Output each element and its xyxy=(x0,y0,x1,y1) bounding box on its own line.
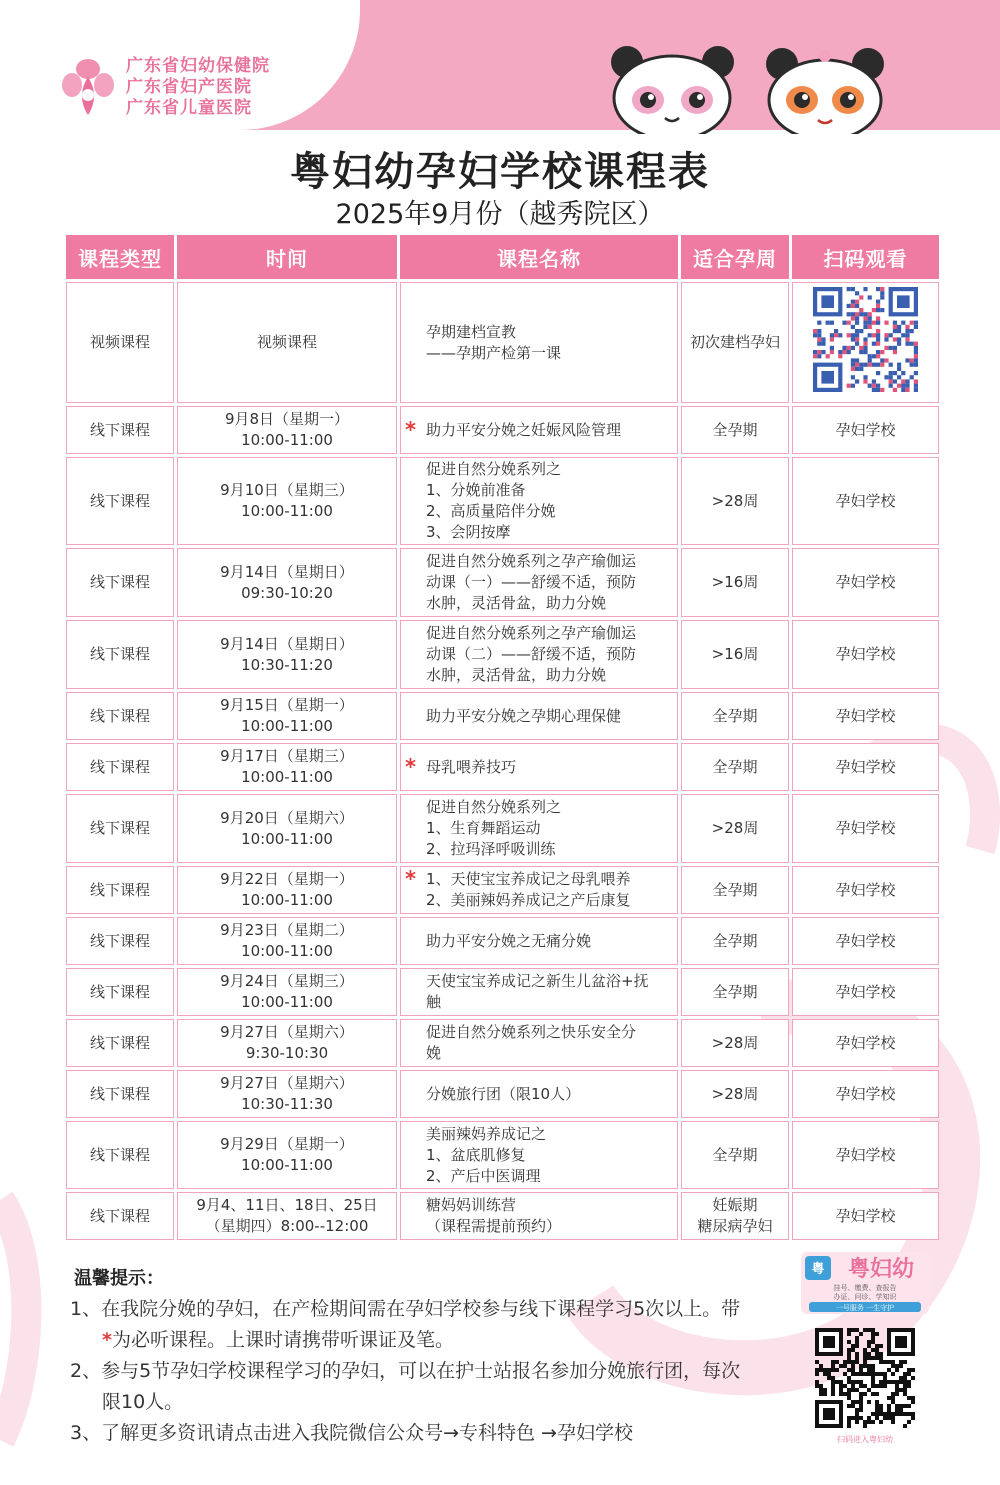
cell-weeks xyxy=(681,620,789,689)
cell-time-text: 9月4、11日、18日、25日 （星期四）8:00--12:00 xyxy=(196,1196,378,1235)
cell-watch-text: 孕妇学校 xyxy=(835,757,896,776)
cell-weeks xyxy=(681,866,789,914)
cell-course-type xyxy=(66,794,174,863)
cell-time-text: 9月22日（星期一） 10:00-11:00 xyxy=(220,870,354,909)
video-qr-code-icon[interactable] xyxy=(813,287,918,392)
cell-course-name xyxy=(400,1019,678,1067)
hospital-emblem-icon xyxy=(58,55,118,119)
cell-watch-text: 孕妇学校 xyxy=(835,1033,896,1052)
table-row xyxy=(66,1019,939,1067)
cell-course-type xyxy=(66,1192,174,1240)
cell-time xyxy=(177,282,397,403)
cell-time-text: 9月29日（星期一） 10:00-11:00 xyxy=(220,1135,354,1174)
cell-course-type-text: 线下课程 xyxy=(89,757,150,776)
required-star-icon: * xyxy=(102,1329,112,1351)
cell-weeks xyxy=(681,1192,789,1240)
cell-time-text: 9月15日（星期一） 10:00-11:00 xyxy=(220,696,354,735)
cell-time-text: 9月23日（星期二） 10:00-11:00 xyxy=(220,921,354,960)
cell-course-name-text: 助力平安分娩之妊娠风险管理 xyxy=(426,420,622,439)
cell-course-type-text: 视频课程 xyxy=(89,333,150,351)
cell-time-text: 9月20日（星期六） 10:00-11:00 xyxy=(220,808,354,848)
cell-course-type-text: 线下课程 xyxy=(89,880,150,899)
table-row xyxy=(66,743,939,791)
cell-time-text: 9月24日（星期三） 10:00-11:00 xyxy=(220,972,354,1011)
cell-weeks-text: >16周 xyxy=(711,645,759,663)
cell-course-name-text: 促进自然分娩系列之 1、分娩前准备 2、高质量陪伴分娩 3、会阴按摩 xyxy=(426,460,562,541)
cell-course-name-text: 天使宝宝养成记之新生儿盆浴+抚 触 xyxy=(426,972,649,1011)
cell-course-name xyxy=(400,794,678,863)
cell-watch xyxy=(792,457,939,545)
cell-weeks xyxy=(681,692,789,740)
column-header-time: 时间 xyxy=(177,235,397,279)
cell-course-name-text: 分娩旅行团（限10人） xyxy=(426,1084,581,1103)
table-row xyxy=(66,866,939,914)
table-row xyxy=(66,1192,939,1240)
cell-course-name-text: 1、天使宝宝养成记之母乳喂养 2、美丽辣妈养成记之产后康复 xyxy=(426,870,631,909)
cell-course-type-text: 线下课程 xyxy=(89,1084,150,1103)
required-star-icon: * xyxy=(405,867,416,891)
cell-course-name xyxy=(400,457,678,545)
cell-course-name xyxy=(400,917,678,965)
cell-course-name xyxy=(400,1121,678,1189)
cell-course-name xyxy=(400,282,678,403)
cell-course-name-text: 促进自然分娩系列之快乐安全分 娩 xyxy=(426,1023,637,1062)
cell-watch-text: 孕妇学校 xyxy=(835,819,896,837)
promo-line-1: 挂号、缴费、查报告 xyxy=(833,1284,897,1292)
cell-time-text: 9月14日（星期日） 10:30-11:20 xyxy=(220,634,354,674)
cell-course-name-text: 促进自然分娩系列之 1、生育舞蹈运动 2、拉玛泽呼吸训练 xyxy=(426,798,562,858)
panda-mascot-orange-icon xyxy=(760,42,890,134)
cell-time xyxy=(177,692,397,740)
cell-weeks-text: 初次建档孕妇 xyxy=(689,333,780,351)
cell-course-type xyxy=(66,548,174,617)
hospital-logo xyxy=(58,55,270,119)
cell-course-type xyxy=(66,692,174,740)
cell-time-text: 9月10日（星期三） 10:00-11:00 xyxy=(220,481,354,520)
cell-course-type-text: 线下课程 xyxy=(89,1145,150,1164)
cell-weeks xyxy=(681,282,789,403)
cell-watch xyxy=(792,1070,939,1118)
cell-watch-text: 孕妇学校 xyxy=(835,706,896,725)
tips-title: 温馨提示： xyxy=(74,1268,164,1289)
tip-text: 1、在我院分娩的孕妇，在产检期间需在孕妇学校参与线下课程学习5次以上。带 xyxy=(70,1298,741,1320)
cell-weeks-text: 全孕期 xyxy=(712,931,758,950)
column-header-course: 课程名称 xyxy=(400,235,678,279)
cell-course-type-text: 线下课程 xyxy=(89,645,150,663)
cell-time xyxy=(177,1192,397,1240)
cell-watch xyxy=(792,968,939,1016)
cell-watch-text: 孕妇学校 xyxy=(835,931,896,950)
hospital-name-3: 广东省儿童医院 xyxy=(126,97,252,118)
cell-weeks xyxy=(681,1019,789,1067)
cell-watch xyxy=(792,866,939,914)
cell-course-type xyxy=(66,968,174,1016)
table-row xyxy=(66,1070,939,1118)
cell-watch-text: 孕妇学校 xyxy=(835,880,896,899)
cell-watch-text: 孕妇学校 xyxy=(835,1084,896,1103)
cell-course-name xyxy=(400,548,678,617)
cell-course-name xyxy=(400,1192,678,1240)
cell-course-type-text: 线下课程 xyxy=(89,1033,150,1052)
promo-brand-mark: 粤 xyxy=(811,1262,825,1277)
cell-watch xyxy=(792,1121,939,1189)
cell-weeks-text: >16周 xyxy=(711,573,759,591)
promo-line-2: 办证、问诊、学知识 xyxy=(833,1293,897,1301)
cell-time xyxy=(177,866,397,914)
cell-time xyxy=(177,457,397,545)
cell-course-type xyxy=(66,866,174,914)
wechat-qr-code-icon[interactable] xyxy=(815,1328,915,1428)
hospital-name-1: 广东省妇幼保健院 xyxy=(126,55,270,76)
cell-weeks xyxy=(681,968,789,1016)
cell-course-name xyxy=(400,968,678,1016)
cell-weeks xyxy=(681,1070,789,1118)
cell-time xyxy=(177,794,397,863)
cell-weeks-text: 全孕期 xyxy=(712,1145,758,1164)
cell-course-name xyxy=(400,620,678,689)
cell-watch-text: 孕妇学校 xyxy=(835,1145,896,1164)
cell-watch xyxy=(792,743,939,791)
promo-brand: 粤妇幼 xyxy=(847,1257,915,1282)
cell-weeks-text: 全孕期 xyxy=(712,880,758,899)
cell-watch xyxy=(792,620,939,689)
tip-item-1 xyxy=(70,1294,750,1356)
cell-course-name-text: 母乳喂养技巧 xyxy=(426,757,517,776)
cell-course-type-text: 线下课程 xyxy=(89,982,150,1001)
table-row xyxy=(66,1121,939,1189)
promo-line-3: 一号服务 一生守护 xyxy=(835,1304,895,1312)
cell-watch-text: 孕妇学校 xyxy=(835,420,896,439)
table-row xyxy=(66,282,939,403)
cell-weeks-text: 全孕期 xyxy=(712,706,758,725)
table-row xyxy=(66,917,939,965)
cell-course-name xyxy=(400,743,678,791)
cell-watch-text: 孕妇学校 xyxy=(835,573,896,591)
table-row xyxy=(66,406,939,454)
cell-course-name-text: 促进自然分娩系列之孕产瑜伽运 动课（二）——舒缓不适，预防 水肿，灵活骨盆，助力分娩 xyxy=(426,624,637,684)
cell-course-name-text: 糖妈妈训练营 （课程需提前预约） xyxy=(426,1196,562,1235)
wechat-promo xyxy=(795,1248,935,1445)
cell-watch xyxy=(792,1019,939,1067)
cell-weeks xyxy=(681,794,789,863)
cell-weeks xyxy=(681,548,789,617)
cell-weeks-text: >28周 xyxy=(711,819,759,837)
cell-course-type-text: 线下课程 xyxy=(89,706,150,725)
page-subtitle: 2025年9月份（越秀院区） xyxy=(335,199,665,230)
table-row xyxy=(66,457,939,545)
cell-weeks-text: 妊娠期 糖尿病孕妇 xyxy=(697,1196,773,1235)
cell-time xyxy=(177,917,397,965)
cell-weeks-text: 全孕期 xyxy=(712,982,758,1001)
cell-course-name-text: 美丽辣妈养成记之 1、盆底肌修复 2、产后中医调理 xyxy=(426,1124,547,1185)
cell-time-text: 9月14日（星期日） 09:30-10:20 xyxy=(220,562,354,602)
cell-weeks xyxy=(681,406,789,454)
cell-time-text: 9月27日（星期六） 9:30-10:30 xyxy=(220,1023,354,1062)
cell-course-name-text: 助力平安分娩之无痛分娩 xyxy=(426,931,592,950)
page-title: 粤妇幼孕妇学校课程表 xyxy=(290,149,710,195)
cell-course-type xyxy=(66,1121,174,1189)
cell-time xyxy=(177,1121,397,1189)
cell-weeks xyxy=(681,1121,789,1189)
cell-watch xyxy=(792,794,939,863)
cell-time xyxy=(177,1019,397,1067)
cell-time xyxy=(177,548,397,617)
cell-weeks-text: >28周 xyxy=(711,1084,759,1103)
cell-weeks-text: 全孕期 xyxy=(712,757,758,776)
cell-course-name-text: 促进自然分娩系列之孕产瑜伽运 动课（一）——舒缓不适，预防 水肿，灵活骨盆，助力分娩 xyxy=(426,552,637,612)
table-row xyxy=(66,692,939,740)
promo-caption: 扫码进入粤妇幼 xyxy=(837,1435,893,1444)
cell-course-name xyxy=(400,406,678,454)
cell-time-text: 9月17日（星期三） 10:00-11:00 xyxy=(220,747,354,786)
cell-course-name-text: 助力平安分娩之孕期心理保健 xyxy=(426,706,622,725)
table-row xyxy=(66,548,939,617)
cell-course-name-text: 孕期建档宣教 ——孕期产检第一课 xyxy=(426,322,562,362)
cell-watch xyxy=(792,406,939,454)
cell-weeks xyxy=(681,917,789,965)
cell-weeks-text: >28周 xyxy=(711,491,759,510)
panda-mascot-pink-icon xyxy=(605,42,740,134)
cell-course-type-text: 线下课程 xyxy=(89,420,150,439)
cell-watch xyxy=(792,548,939,617)
required-star-icon: * xyxy=(405,417,416,442)
required-star-icon: * xyxy=(405,754,416,779)
column-header-weeks: 适合孕周 xyxy=(681,235,789,279)
cell-time xyxy=(177,1070,397,1118)
cell-course-type xyxy=(66,457,174,545)
cell-time xyxy=(177,620,397,689)
cell-course-type xyxy=(66,1070,174,1118)
table-row xyxy=(66,968,939,1016)
cell-course-type xyxy=(66,282,174,403)
cell-weeks-text: 全孕期 xyxy=(712,420,758,439)
cell-watch xyxy=(792,917,939,965)
tip-text: 为必听课程。上课时请携带听课证及笔。 xyxy=(111,1329,454,1351)
cell-course-name xyxy=(400,692,678,740)
cell-course-type xyxy=(66,1019,174,1067)
cell-course-type-text: 线下课程 xyxy=(89,491,150,510)
cell-time xyxy=(177,406,397,454)
column-header-watch: 扫码观看 xyxy=(792,235,939,279)
tip-item-2: 2、参与5节孕妇学校课程学习的孕妇，可以在护士站报名参加分娩旅行团，每次限10人。 xyxy=(70,1360,741,1413)
cell-watch-text: 孕妇学校 xyxy=(835,645,896,663)
cell-course-name xyxy=(400,1070,678,1118)
cell-time-text: 9月8日（星期一） 10:00-11:00 xyxy=(224,410,350,449)
cell-watch xyxy=(792,282,939,403)
cell-watch-text: 孕妇学校 xyxy=(835,982,896,1001)
cell-weeks xyxy=(681,743,789,791)
cell-weeks-text: >28周 xyxy=(711,1033,759,1052)
table-row xyxy=(66,620,939,689)
tips-section xyxy=(70,1264,750,1449)
cell-course-type-text: 线下课程 xyxy=(89,1206,150,1225)
promo-banner xyxy=(795,1248,935,1320)
cell-time-text: 9月27日（星期六） 10:30-11:30 xyxy=(220,1074,354,1113)
cell-weeks xyxy=(681,457,789,545)
cell-time-text: 视频课程 xyxy=(256,333,317,351)
cell-course-name xyxy=(400,866,678,914)
cell-course-type xyxy=(66,743,174,791)
course-schedule-table xyxy=(63,232,942,1243)
cell-course-type xyxy=(66,406,174,454)
cell-watch xyxy=(792,1192,939,1240)
cell-time xyxy=(177,743,397,791)
cell-course-type-text: 线下课程 xyxy=(89,573,150,591)
cell-course-type-text: 线下课程 xyxy=(89,819,150,837)
cell-watch xyxy=(792,692,939,740)
hospital-name-2: 广东省妇产医院 xyxy=(126,76,252,97)
cell-time xyxy=(177,968,397,1016)
cell-watch-text: 孕妇学校 xyxy=(835,1206,896,1225)
table-row xyxy=(66,794,939,863)
cell-watch-text: 孕妇学校 xyxy=(835,491,896,510)
table-header-row xyxy=(66,235,939,279)
tip-item-3: 3、了解更多资讯请点击进入我院微信公众号→专科特色 →孕妇学校 xyxy=(70,1422,633,1444)
cell-course-type xyxy=(66,620,174,689)
column-header-type: 课程类型 xyxy=(66,235,174,279)
cell-course-type-text: 线下课程 xyxy=(89,931,150,950)
cell-course-type xyxy=(66,917,174,965)
